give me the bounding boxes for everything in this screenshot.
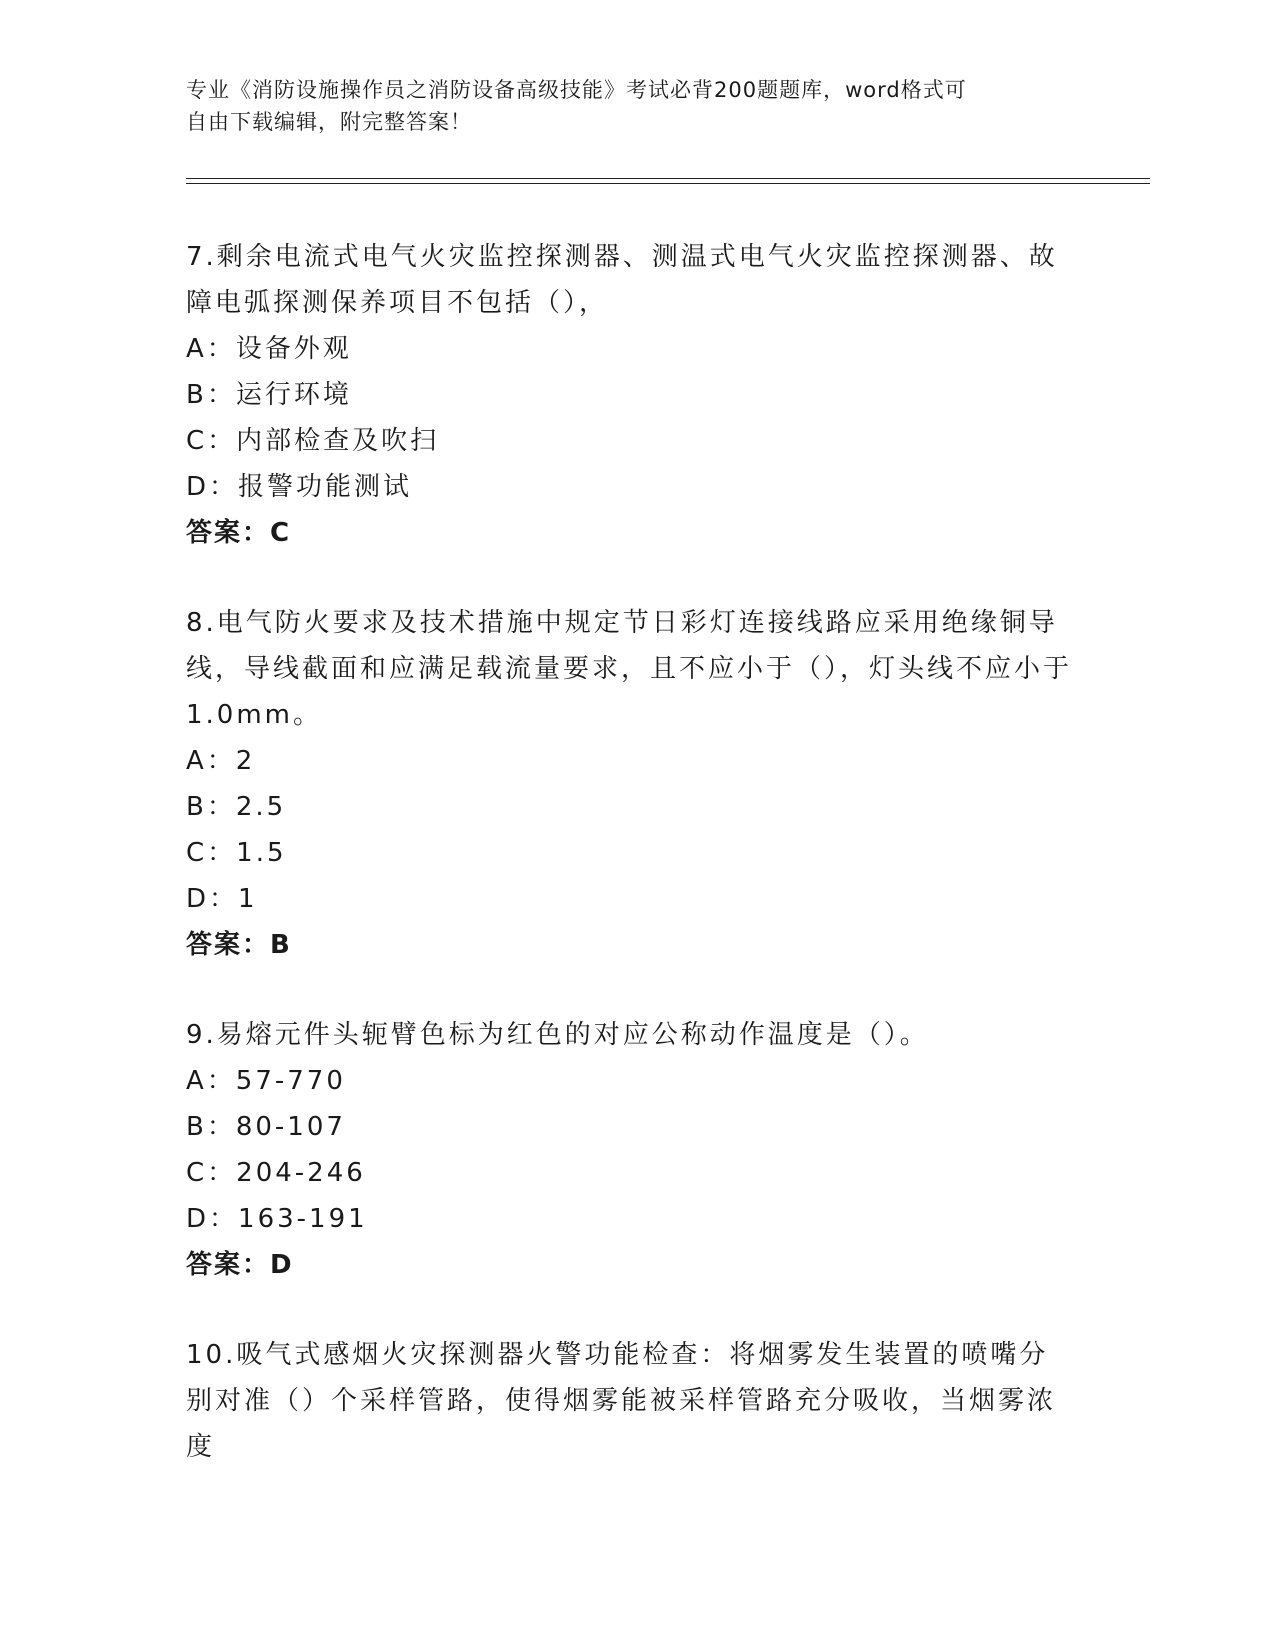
option-a: A：57-770 bbox=[186, 1066, 346, 1096]
question-stem: 9.易熔元件头轭臂色标为红色的对应公称动作温度是（）。 bbox=[186, 1020, 929, 1050]
option-b: B：运行环境 bbox=[186, 380, 352, 410]
option-d: D：163-191 bbox=[186, 1204, 368, 1234]
option-d: D：报警功能测试 bbox=[186, 472, 413, 502]
question-10 bbox=[186, 1332, 1076, 1470]
question-stem: 7.剩余电流式电气火灾监控探测器、测温式电气火灾监控探测器、故障电弧探测保养项目不包括（）， bbox=[186, 242, 1058, 318]
question-stem: 10.吸气式感烟火灾探测器火警功能检查：将烟雾发生装置的喷嘴分别对准（）个采样管路，使得烟雾能被采样管路充分吸收，当烟雾浓度 bbox=[186, 1340, 1057, 1462]
header-divider-bottom bbox=[186, 183, 1150, 184]
answer: 答案：D bbox=[186, 1250, 294, 1280]
question-7 bbox=[186, 234, 1076, 556]
question-stem: 8.电气防火要求及技术措施中规定节日彩灯连接线路应采用绝缘铜导线，导线截面和应满足载流量要求，且不应小于（），灯头线不应小于1.0mm。 bbox=[186, 608, 1073, 730]
answer: 答案：B bbox=[186, 930, 292, 960]
answer: 答案：C bbox=[186, 518, 292, 548]
question-8 bbox=[186, 600, 1076, 968]
document-intro: 专业《消防设施操作员之消防设备高级技能》考试必背200题题库，word格式可 自由下载编辑，附完整答案！ bbox=[186, 78, 967, 134]
option-a: A：2 bbox=[186, 746, 256, 776]
option-b: B：2.5 bbox=[186, 792, 287, 822]
header-divider-top bbox=[186, 178, 1150, 179]
option-c: C：内部检查及吹扫 bbox=[186, 426, 440, 456]
question-9 bbox=[186, 1012, 1076, 1288]
option-b: B：80-107 bbox=[186, 1112, 346, 1142]
option-c: C：1.5 bbox=[186, 838, 287, 868]
option-d: D：1 bbox=[186, 884, 258, 914]
option-c: C：204-246 bbox=[186, 1158, 366, 1188]
option-a: A：设备外观 bbox=[186, 334, 352, 364]
